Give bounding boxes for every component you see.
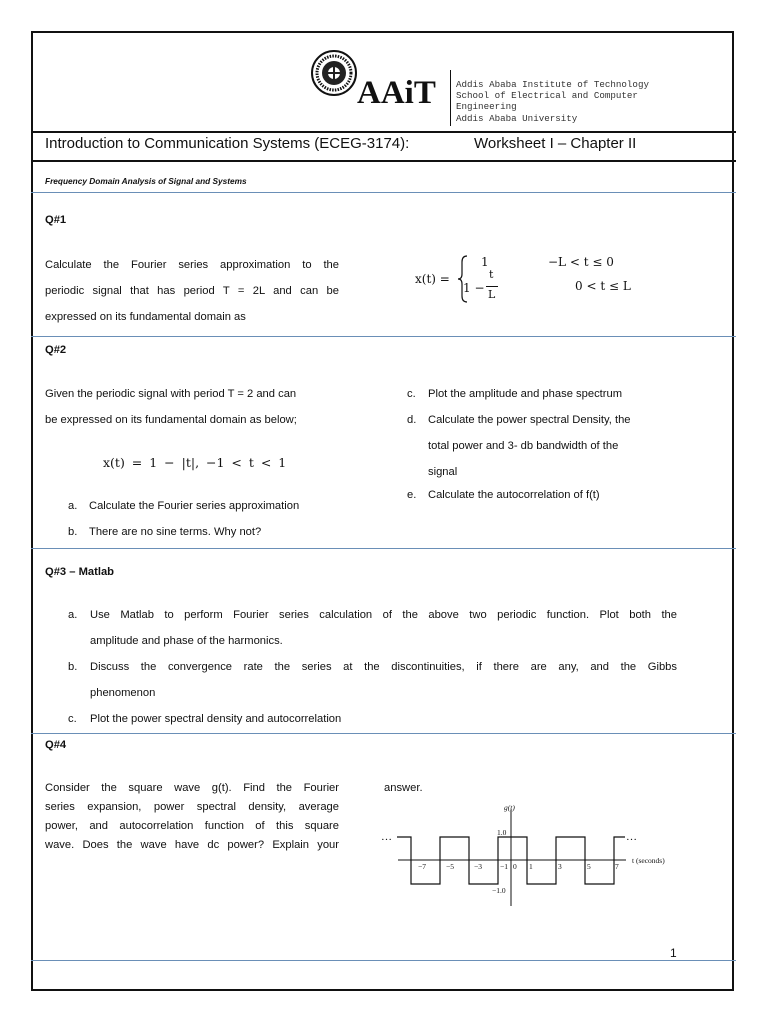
q4-text-line: wave. Does the wave have dc power? Explain your bbox=[45, 839, 339, 851]
divider bbox=[31, 548, 736, 549]
q1-case1-cond: −L < t ≤ 0 bbox=[548, 255, 614, 269]
list-item: Calculate the Fourier series approximation bbox=[89, 500, 300, 512]
university-seal-icon bbox=[311, 50, 357, 96]
list-item: Plot the power spectral density and autocorrelation bbox=[90, 713, 342, 725]
tick-label: −3 bbox=[474, 862, 482, 871]
fraction-bar bbox=[486, 286, 498, 287]
question-label: Q#1 bbox=[45, 214, 67, 226]
list-letter: a. bbox=[68, 500, 78, 512]
high-level-label: 1.0 bbox=[497, 828, 507, 837]
q1-text-line: Calculate the Fourier series approximation to the bbox=[45, 259, 339, 271]
divider bbox=[31, 733, 736, 734]
list-letter: c. bbox=[68, 713, 77, 725]
tick-label: −1 bbox=[500, 862, 508, 871]
list-item-continuation: total power and 3- db bandwidth of the bbox=[428, 440, 619, 452]
q4-text-line: power, and autocorrelation function of this square bbox=[45, 820, 339, 832]
q1-case2-num: t bbox=[489, 268, 494, 281]
brand-logo-text: AAiT bbox=[357, 75, 436, 111]
list-letter: a. bbox=[68, 609, 78, 621]
ellipsis-left: … bbox=[381, 831, 392, 843]
tick-label: 7 bbox=[615, 862, 619, 871]
course-title: Introduction to Communication Systems (ECEG-3174): bbox=[45, 135, 410, 152]
subject-heading: Frequency Domain Analysis of Signal and Systems bbox=[45, 176, 247, 186]
q2-equation: x(t) = 1 − |t|, −1 < t < 1 bbox=[103, 455, 287, 470]
list-letter: b. bbox=[68, 526, 78, 538]
list-item: There are no sine terms. Why not? bbox=[89, 526, 262, 538]
low-level-label: −1.0 bbox=[492, 886, 506, 895]
list-item: Plot the amplitude and phase spectrum bbox=[428, 388, 623, 400]
tick-label: 1 bbox=[529, 862, 533, 871]
list-letter: d. bbox=[407, 414, 417, 426]
question-label: Q#4 bbox=[45, 739, 67, 751]
question-label: Q#2 bbox=[45, 344, 67, 356]
tick-label: 0 bbox=[513, 862, 517, 871]
list-letter: c. bbox=[407, 388, 416, 400]
q1-text-line: expressed on its fundamental domain as bbox=[45, 311, 246, 323]
institution-block bbox=[456, 79, 649, 124]
x-axis-label: t (seconds) bbox=[632, 856, 665, 865]
list-item-continuation: signal bbox=[428, 466, 458, 478]
q1-case2-cond: 0 < t ≤ L bbox=[575, 279, 631, 293]
y-axis-label: g(t) bbox=[504, 803, 515, 812]
list-item: Discuss the convergence rate the series at the discontinuities, if there are any, and the Gibbs bbox=[90, 661, 677, 673]
q2-intro-line: be expressed on its fundamental domain as below; bbox=[45, 414, 297, 426]
worksheet-title: Worksheet I – Chapter II bbox=[474, 135, 637, 152]
divider bbox=[31, 960, 736, 961]
square-wave-figure bbox=[380, 800, 680, 910]
logo-divider bbox=[450, 70, 451, 126]
q4-text-line: series expansion, power spectral density, average bbox=[45, 801, 339, 813]
q1-eq-lhs: x(t) = bbox=[415, 272, 450, 286]
tick-label: −7 bbox=[418, 862, 426, 871]
divider bbox=[31, 131, 736, 133]
tick-label: 5 bbox=[587, 862, 591, 871]
q1-case2-value: 1 − bbox=[463, 281, 485, 295]
page-number: 1 bbox=[670, 946, 677, 960]
q1-case2-den: L bbox=[488, 288, 496, 301]
q4-text-line: Consider the square wave g(t). Find the Fourier bbox=[45, 782, 339, 794]
divider bbox=[31, 336, 736, 337]
list-item: Calculate the autocorrelation of f(t) bbox=[428, 489, 600, 501]
list-item-continuation: amplitude and phase of the harmonics. bbox=[90, 635, 283, 647]
list-item-continuation: phenomenon bbox=[90, 687, 156, 699]
tick-label: −5 bbox=[446, 862, 454, 871]
list-letter: b. bbox=[68, 661, 78, 673]
divider bbox=[31, 192, 736, 193]
q2-intro-line: Given the periodic signal with period T = 2 and can bbox=[45, 388, 297, 400]
q1-case1-value: 1 bbox=[481, 255, 489, 269]
tick-label: 3 bbox=[558, 862, 562, 871]
q1-text-line: periodic signal that has period T = 2L and can be bbox=[45, 285, 339, 297]
institution-line: Addis Ababa University bbox=[456, 112, 578, 124]
q4-continuation: answer. bbox=[384, 782, 423, 794]
institution-line: Addis Ababa Institute of Technology bbox=[456, 79, 649, 90]
brace-icon bbox=[457, 254, 469, 304]
ellipsis-right: … bbox=[626, 831, 637, 843]
question-label: Q#3 – Matlab bbox=[45, 566, 115, 578]
list-item: Use Matlab to perform Fourier series calculation of the above two periodic function. Plot both the bbox=[90, 609, 677, 621]
institution-line: School of Electrical and Computer bbox=[456, 90, 638, 102]
list-item: Calculate the power spectral Density, the bbox=[428, 414, 631, 426]
divider bbox=[31, 160, 736, 162]
list-letter: e. bbox=[407, 489, 417, 501]
institution-line: Engineering bbox=[456, 101, 517, 113]
